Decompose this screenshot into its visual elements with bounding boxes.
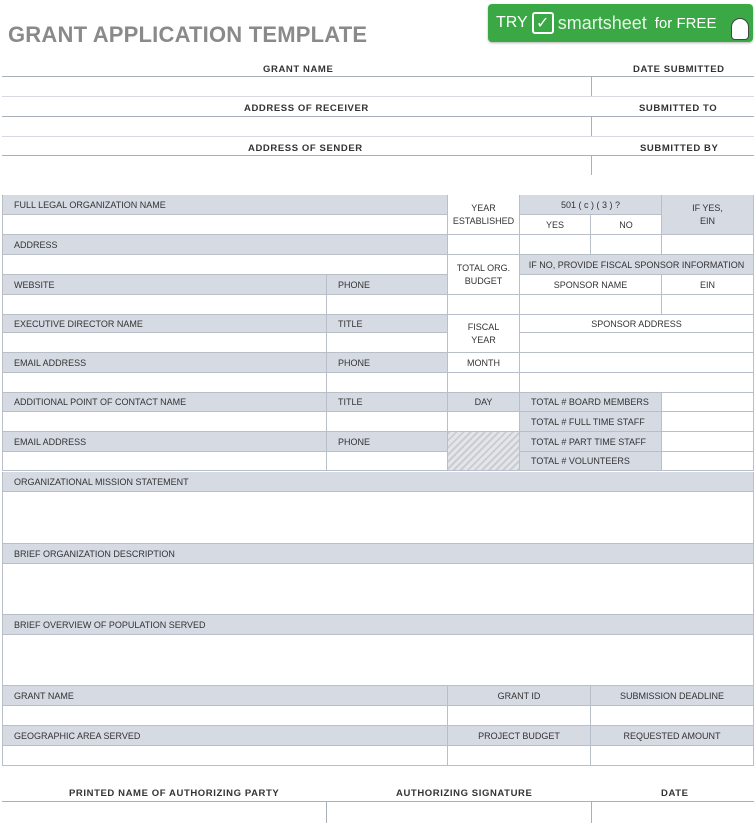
501c3-label: 501 ( c ) ( 3 ) ? [520, 195, 662, 215]
banner-try-text: TRY [496, 14, 528, 31]
title-input[interactable] [327, 412, 448, 432]
part-time-staff-input[interactable] [662, 432, 754, 452]
signature-date-label: DATE [661, 788, 689, 799]
fiscal-sponsor-info-label: IF NO, PROVIDE FISCAL SPONSOR INFORMATION [520, 255, 754, 275]
full-legal-name-input[interactable] [3, 215, 448, 235]
full-legal-name-label: FULL LEGAL ORGANIZATION NAME [3, 195, 448, 215]
requested-amount-label: REQUESTED AMOUNT [591, 726, 754, 746]
authorizing-signature-input[interactable] [327, 802, 590, 822]
fiscal-year-label: FISCAL YEAR [448, 315, 520, 353]
full-time-staff-input[interactable] [662, 412, 754, 432]
board-members-label: TOTAL # BOARD MEMBERS [520, 393, 662, 412]
checkmark-icon: ✓ [532, 12, 554, 34]
total-org-budget-input[interactable] [448, 295, 520, 315]
mission-statement-label: ORGANIZATIONAL MISSION STATEMENT [3, 472, 754, 492]
sponsor-address-input[interactable] [520, 373, 754, 393]
address-input[interactable] [3, 255, 448, 275]
grant-id-input[interactable] [448, 706, 591, 726]
title-label: TITLE [327, 393, 448, 412]
no-checkbox[interactable] [591, 235, 662, 255]
header-separator [591, 76, 592, 96]
printed-name-label: PRINTED NAME OF AUTHORIZING PARTY [69, 788, 280, 799]
geographic-area-input[interactable] [3, 746, 448, 766]
submitted-by-label: SUBMITTED BY [640, 143, 719, 154]
header-divider [2, 155, 754, 156]
phone-label: PHONE [327, 275, 448, 295]
executive-director-input[interactable] [3, 333, 327, 353]
no-label: NO [591, 215, 662, 235]
if-yes-ein-label: IF YES, EIN [662, 195, 754, 235]
grant-name-field[interactable] [2, 96, 754, 97]
address-receiver-label: ADDRESS OF RECEIVER [244, 103, 369, 114]
yes-checkbox[interactable] [520, 235, 591, 255]
org-description-label: BRIEF ORGANIZATION DESCRIPTION [3, 544, 754, 564]
sponsor-name-label: SPONSOR NAME [520, 275, 662, 295]
population-served-label: BRIEF OVERVIEW OF POPULATION SERVED [3, 615, 754, 635]
grant-name-label: GRANT NAME [3, 686, 448, 706]
sponsor-address-input[interactable] [520, 333, 754, 353]
executive-director-label: EXECUTIVE DIRECTOR NAME [3, 315, 327, 333]
ein-input[interactable] [662, 235, 754, 255]
requested-amount-input[interactable] [591, 746, 754, 766]
project-budget-label: PROJECT BUDGET [448, 726, 591, 746]
title-label: TITLE [327, 315, 448, 333]
additional-contact-label: ADDITIONAL POINT OF CONTACT NAME [3, 393, 327, 412]
sponsor-ein-input[interactable] [662, 295, 754, 315]
org-description-input[interactable] [3, 564, 754, 615]
month-input[interactable] [448, 373, 520, 393]
header-separator [591, 116, 592, 136]
email-address-label: EMAIL ADDRESS [3, 432, 327, 452]
header-separator [591, 155, 592, 175]
grant-name-input[interactable] [3, 706, 448, 726]
address-label: ADDRESS [3, 235, 448, 255]
full-time-staff-label: TOTAL # FULL TIME STAFF [520, 412, 662, 432]
email-address-label: EMAIL ADDRESS [3, 353, 327, 373]
email-address-input[interactable] [3, 373, 327, 393]
hatched-cell [448, 432, 520, 471]
phone-label: PHONE [327, 432, 448, 452]
authorizing-signature-label: AUTHORIZING SIGNATURE [396, 788, 533, 799]
mission-statement-input[interactable] [3, 492, 754, 544]
population-served-input[interactable] [3, 635, 754, 686]
board-members-input[interactable] [662, 393, 754, 412]
banner-brand-text: smartsheet [557, 12, 647, 33]
submission-deadline-input[interactable] [591, 706, 754, 726]
printed-name-input[interactable] [3, 802, 325, 822]
website-input[interactable] [3, 295, 327, 315]
page-title: GRANT APPLICATION TEMPLATE [8, 22, 368, 47]
year-established-input[interactable] [448, 235, 520, 255]
project-budget-input[interactable] [448, 746, 591, 766]
sponsor-name-input[interactable] [520, 295, 662, 315]
phone-input[interactable] [327, 373, 448, 393]
try-smartsheet-banner[interactable] [488, 4, 753, 42]
sponsor-address-input[interactable] [520, 353, 754, 373]
phone-label: PHONE [327, 353, 448, 373]
submission-deadline-label: SUBMISSION DEADLINE [591, 686, 754, 706]
total-org-budget-label: TOTAL ORG. BUDGET [448, 255, 520, 295]
email-address-input[interactable] [3, 452, 327, 471]
year-established-label: YEAR ESTABLISHED [448, 195, 520, 235]
phone-input[interactable] [327, 295, 448, 315]
grant-name-label: GRANT NAME [263, 64, 334, 75]
volunteers-input[interactable] [662, 452, 754, 471]
grant-id-label: GRANT ID [448, 686, 591, 706]
date-submitted-label: DATE SUBMITTED [633, 64, 725, 75]
additional-contact-input[interactable] [3, 412, 327, 432]
phone-input[interactable] [327, 452, 448, 471]
banner-free-text: for FREE [654, 14, 717, 32]
hand-cursor-icon [731, 18, 749, 40]
website-label: WEBSITE [3, 275, 327, 295]
header-divider [2, 116, 754, 117]
geographic-area-label: GEOGRAPHIC AREA SERVED [3, 726, 448, 746]
address-sender-label: ADDRESS OF SENDER [248, 143, 363, 154]
month-label: MONTH [448, 353, 520, 373]
day-input[interactable] [448, 412, 520, 432]
submitted-to-label: SUBMITTED TO [639, 103, 718, 114]
header-divider [2, 76, 754, 77]
part-time-staff-label: TOTAL # PART TIME STAFF [520, 432, 662, 452]
sponsor-ein-label: EIN [662, 275, 754, 295]
title-input[interactable] [327, 333, 448, 353]
signature-date-input[interactable] [592, 802, 754, 822]
day-label: DAY [448, 393, 520, 412]
volunteers-label: TOTAL # VOLUNTEERS [520, 452, 662, 471]
address-receiver-field[interactable] [2, 136, 754, 137]
yes-label: YES [520, 215, 591, 235]
sponsor-address-label: SPONSOR ADDRESS [520, 315, 754, 333]
